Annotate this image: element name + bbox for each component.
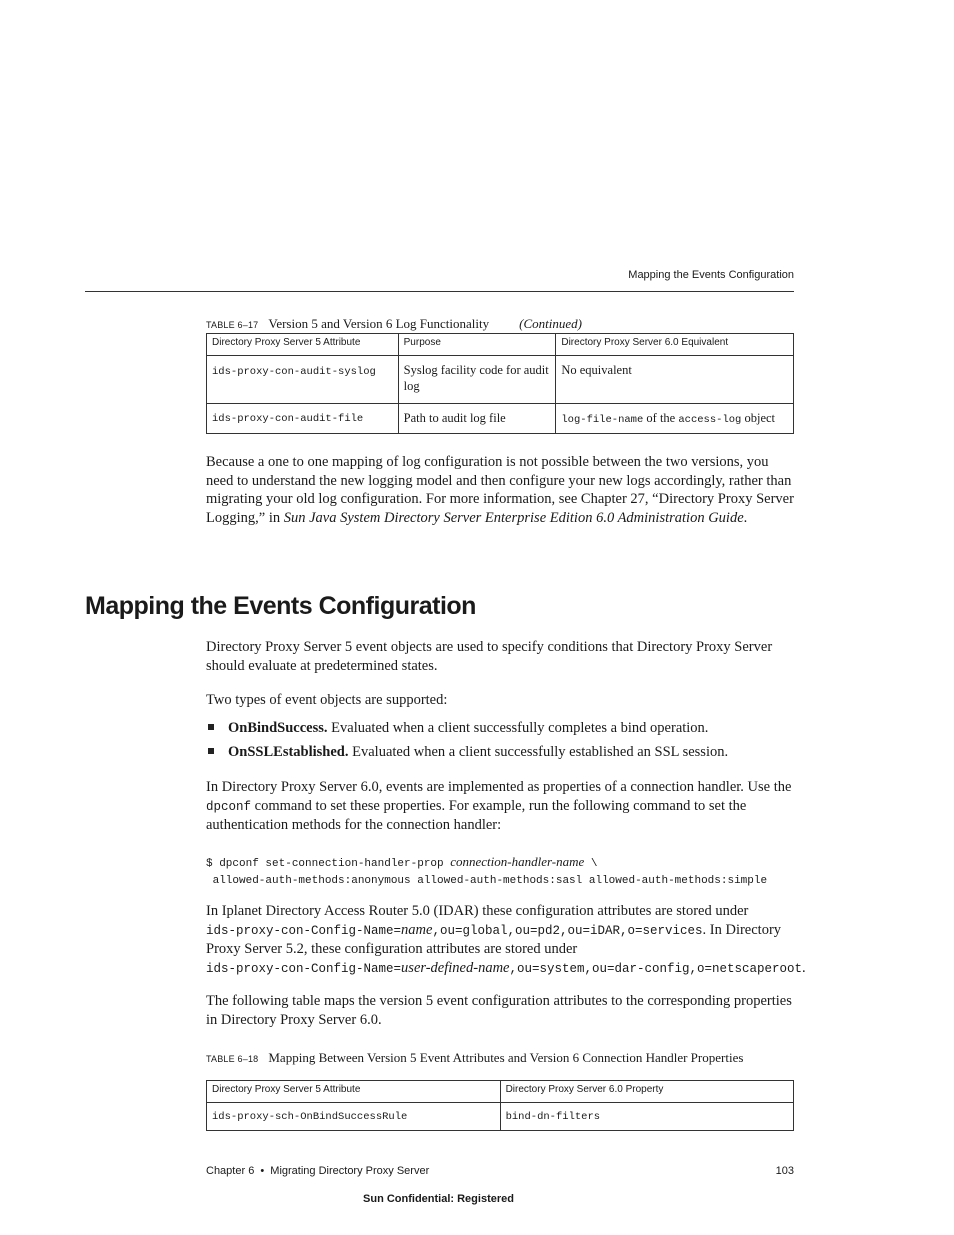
cell-text: object [741,411,776,425]
event-description: Evaluated when a client successfully completes a bind operation. [327,720,709,736]
inline-code: dpconf [206,799,252,814]
inline-code: ,ou=global,ou=pd2,ou=iDAR,o=services [432,923,703,938]
paragraph-text: . In Directory Proxy Server 5.2, these configuration attributes are stored under [206,921,782,957]
paragraph-text: Because a one to one mapping of log configuration is not possible between the two versions, you need to understand the new logging model and then configure your new logs accordingly, rather than migrating your old log configuration. For more information, see Chapter 27, “Directory Proxy Server Logging,” in [206,454,794,526]
table-continued: (Continued) [519,316,582,331]
code-text: $ dpconf set-connection-handler-prop [206,858,451,870]
inline-code: ,ou=system,ou=dar-config,o=netscaperoot [509,961,803,976]
paragraph-text: . [743,509,748,526]
table-caption-6-18 [206,1050,743,1066]
table-cell: Syslog facility code for audit log [398,356,556,404]
chapter-title: Migrating Directory Proxy Server [270,1165,430,1177]
code-variable: user-defined-name [401,959,510,976]
book-title: Sun Java System Directory Server Enterprise Edition 6.0 Administration Guide [283,509,744,526]
inline-code: log-file-name [561,414,644,426]
table-cell: Path to audit log file [398,404,556,434]
running-head: Mapping the Events Configuration [628,269,794,281]
page-number: 103 [775,1165,794,1177]
inline-code: ids-proxy-con-Config-Name= [206,961,402,976]
table-cell: ids-proxy-con-audit-syslog [207,356,399,404]
column-header: Directory Proxy Server 5 Attribute [207,1081,501,1103]
column-header: Directory Proxy Server 6.0 Property [500,1081,793,1103]
table-header-row [207,1081,794,1103]
code-variable: name [401,921,433,938]
table-cell: bind-dn-filters [500,1103,793,1131]
list-item [206,743,796,761]
table-intro-paragraph: The following table maps the version 5 event configuration attributes to the corresponding properties in Directory Proxy Server 6.0. [206,993,792,1028]
list-item [206,719,796,737]
idar-paragraph [206,902,816,978]
table-title: Mapping Between Version 5 Event Attributes and Version 6 Connection Handler Properties [268,1050,744,1065]
table-number: TABLE 6–18 [206,1054,259,1064]
cell-text: of the [643,411,679,425]
header-rule [85,291,794,292]
log-functionality-table [206,333,794,434]
code-text: allowed-auth-methods:anonymous allowed-auth-methods:sasl allowed-auth-methods:simple [206,875,768,887]
table-header-row [207,334,794,356]
event-term: OnSSLEstablished. [228,744,349,760]
column-header: Directory Proxy Server 5 Attribute [207,334,399,356]
table-number: TABLE 6–17 [206,320,259,330]
table-title: Version 5 and Version 6 Log Functionality [268,316,490,331]
paragraph-text: In Directory Proxy Server 6.0, events are implemented as properties of a connection handler. Use the [206,779,792,795]
event-types-list [206,719,796,767]
log-mapping-paragraph [206,453,796,527]
paragraph-text: In Iplanet Directory Access Router 5.0 (IDAR) these configuration attributes are stored under [206,903,749,919]
bullet-square-icon [208,724,214,730]
event-description: Evaluated when a client successfully established an SSL session. [348,744,729,760]
table-row [207,1103,794,1131]
code-variable: connection-handler-name [450,854,585,869]
paragraph-line [206,959,816,979]
command-example [206,853,767,890]
bullet-square-icon [208,748,214,754]
event-term: OnBindSuccess. [228,720,328,736]
chapter-number: Chapter 6 [206,1165,255,1177]
table-cell: No equivalent [556,356,794,404]
inline-code: access-log [678,414,742,426]
paragraph-text: command to set these properties. For example, run the following command to set the authentication methods for the connection handler: [206,797,747,833]
page-footer-chapter [206,1165,429,1177]
table-row [207,356,794,404]
column-header: Directory Proxy Server 6.0 Equivalent [556,334,794,356]
paragraph-line [206,921,816,959]
implementation-paragraph [206,778,796,835]
confidential-notice: Sun Confidential: Registered [363,1193,514,1205]
events-paragraph: Directory Proxy Server 5 event objects are used to specify conditions that Directory Proxy Server should evaluate at predetermined states. [206,639,773,674]
table-caption-6-17 [206,316,582,332]
table-row [207,404,794,434]
table-cell [556,404,794,434]
paragraph-text: . [802,959,806,976]
table-cell: ids-proxy-con-audit-file [207,404,399,434]
types-paragraph: Two types of event objects are supported: [206,692,448,708]
footer-separator: • [260,1165,265,1177]
code-text: \ [584,858,598,870]
column-header: Purpose [398,334,556,356]
event-mapping-table [206,1080,794,1131]
inline-code: ids-proxy-con-Config-Name= [206,923,402,938]
section-heading: Mapping the Events Configuration [85,592,476,620]
table-cell: ids-proxy-sch-OnBindSuccessRule [207,1103,501,1131]
